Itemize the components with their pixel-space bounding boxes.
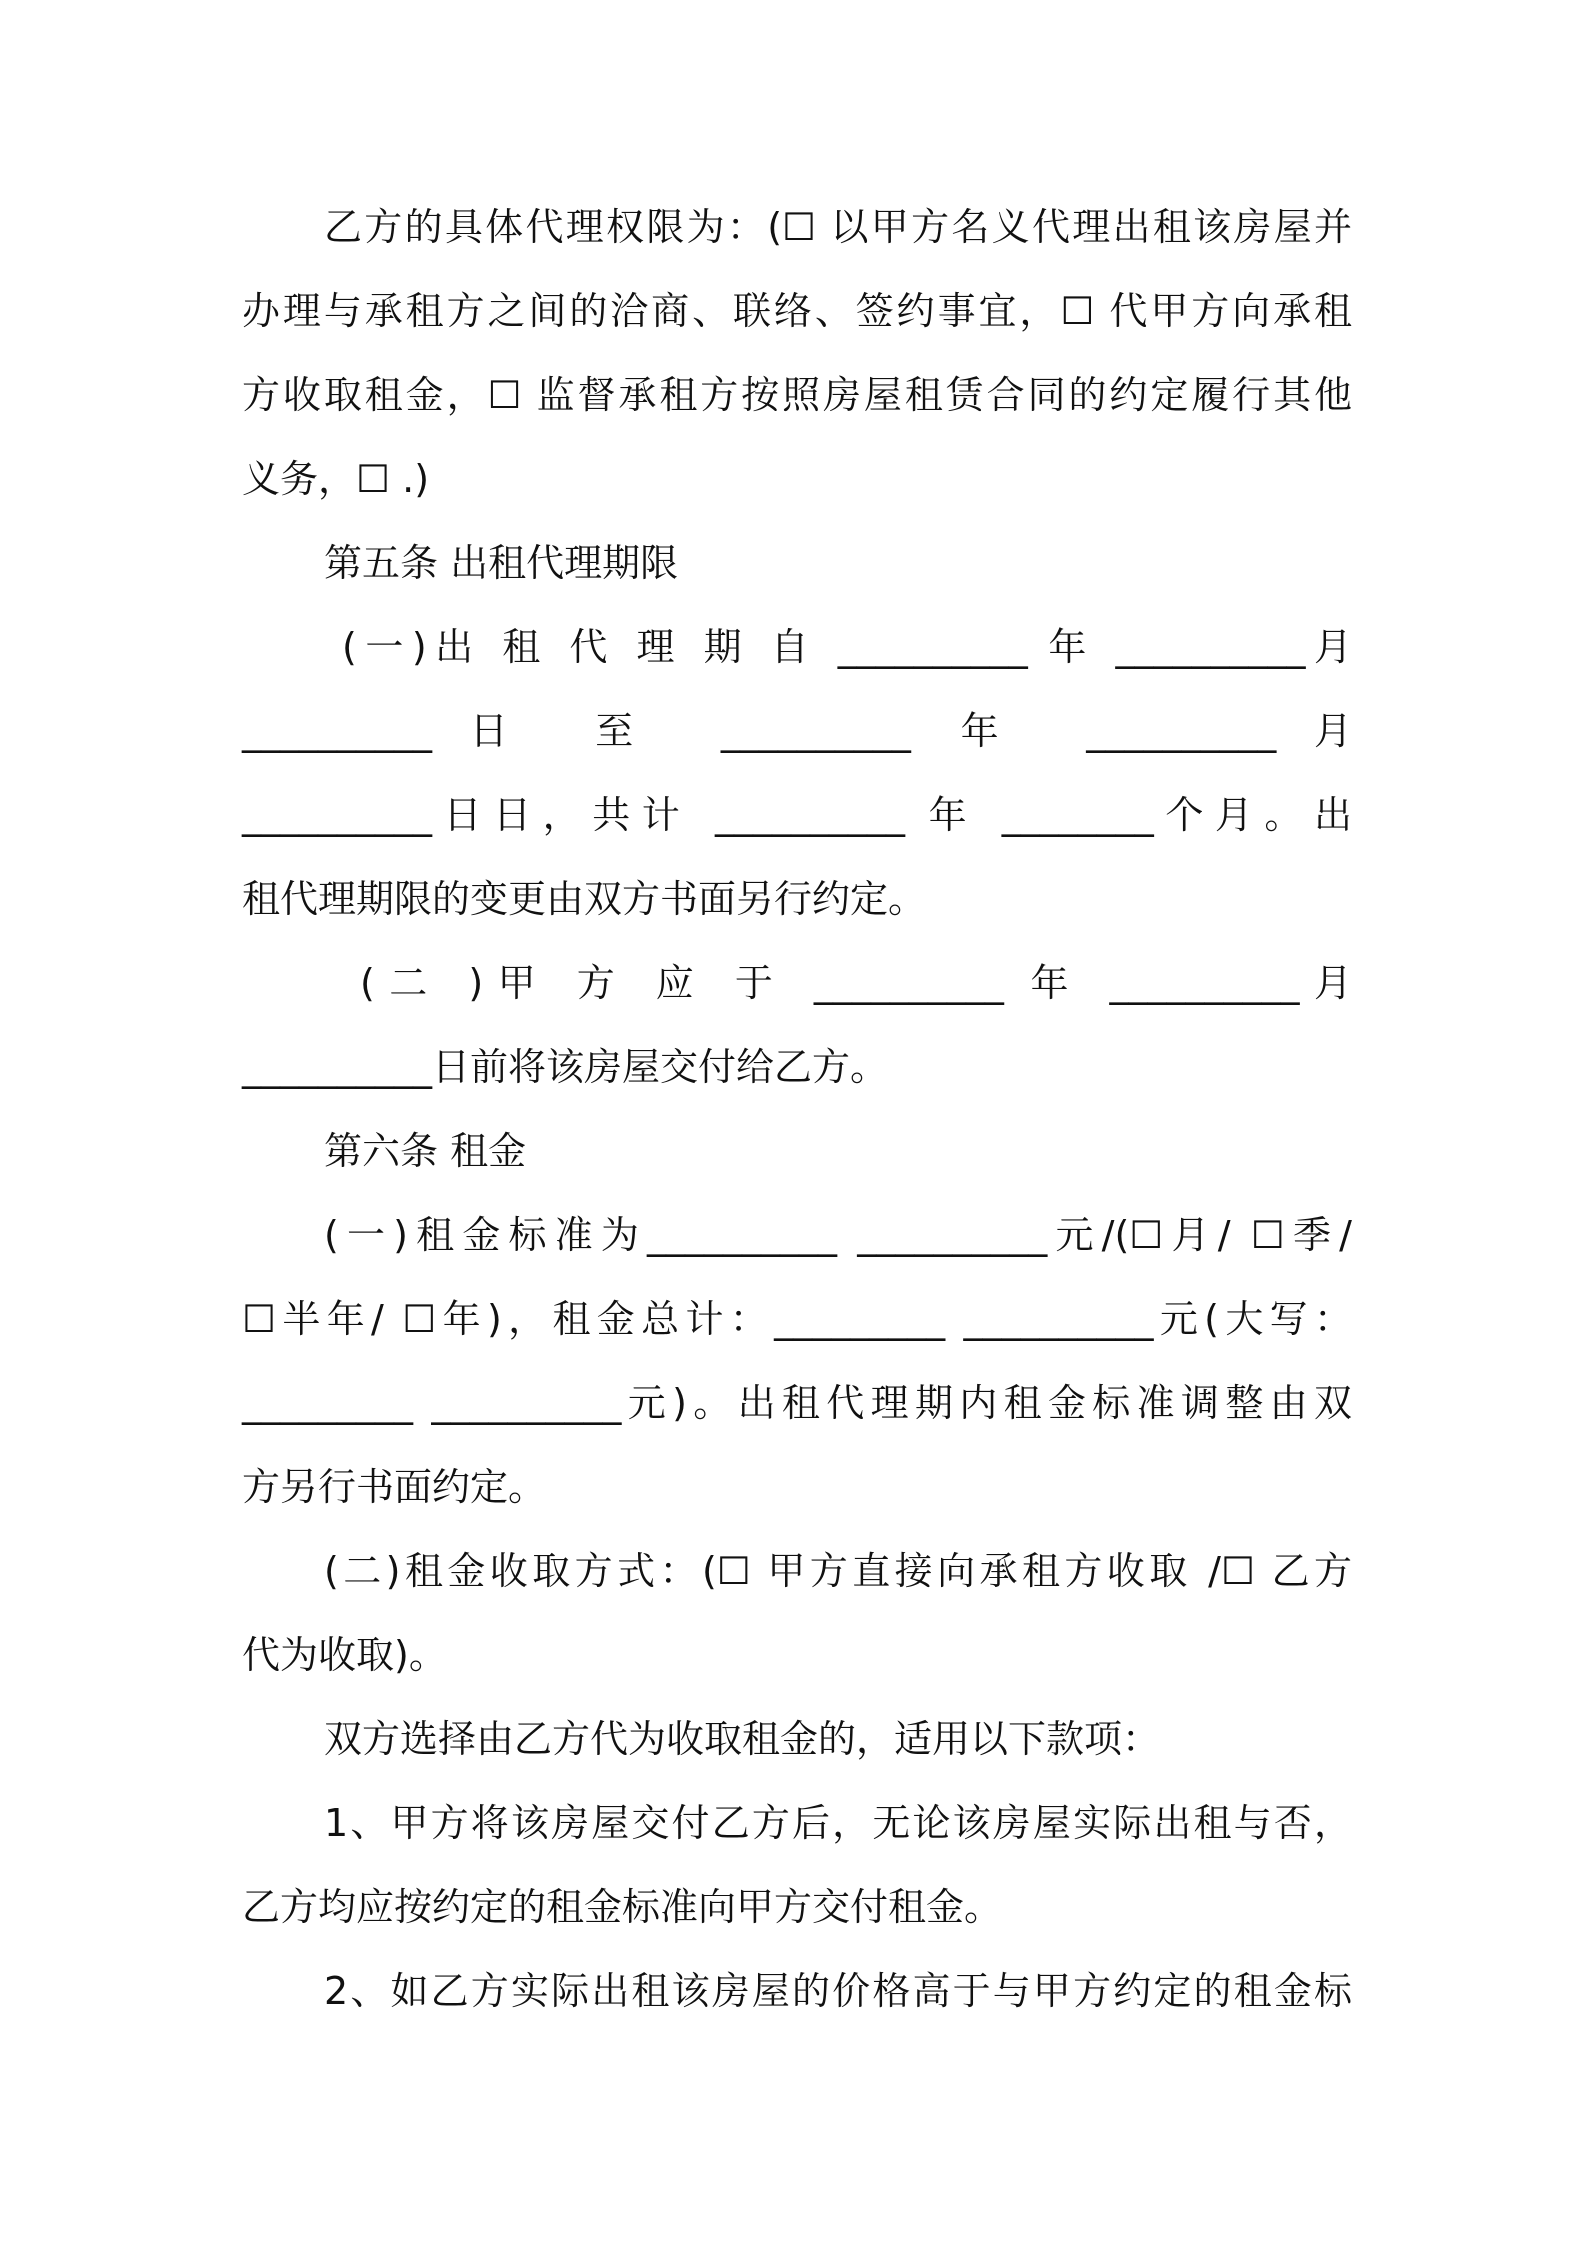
article-5-item-1-line-3: __________日日，共计 __________ 年 ________个月。出: [242, 793, 1352, 837]
clause-4-authority-line-3: 方收取租金，☐ 监督承租方按照房屋租赁合同的约定履行其他: [242, 373, 1352, 417]
article-5-item-1-line-4: 租代理期限的变更由双方书面另行约定。: [242, 877, 927, 921]
article-6-heading: 第六条 租金: [324, 1129, 527, 1173]
article-6-item-1-line-4: 方另行书面约定。: [242, 1465, 547, 1509]
article-5-item-2-line-1: (二 )甲 方 应 于 __________ 年 __________月: [360, 961, 1352, 1005]
article-5-item-2-line-2: __________日前将该房屋交付给乙方。: [242, 1045, 889, 1089]
article-5-item-1-line-1: (一)出 租 代 理 期 自 __________ 年 __________月: [342, 625, 1352, 669]
article-6-item-1-line-1: (一)租金标准为__________ __________元/(☐月/ ☐季/: [324, 1213, 1352, 1257]
article-6-item-1-line-2: ☐半年/ ☐年)，租金总计：_________ __________元(大写：: [242, 1297, 1352, 1341]
clause-4-authority-line-4: 义务，☐ .): [242, 457, 430, 501]
article-6-term-1-line-1: 1、甲方将该房屋交付乙方后，无论该房屋实际出租与否，: [324, 1801, 1352, 1845]
clause-4-authority-line-1: 乙方的具体代理权限为：(☐ 以甲方名义代理出租该房屋并: [324, 205, 1352, 249]
article-6-item-1-line-3: _________ __________元)。出租代理期内租金标准调整由双: [242, 1381, 1352, 1425]
article-6-collection-intro: 双方选择由乙方代为收取租金的，适用以下款项：: [324, 1717, 1161, 1761]
article-5-heading: 第五条 出租代理期限: [324, 541, 679, 585]
article-6-term-2-line-1: 2、如乙方实际出租该房屋的价格高于与甲方约定的租金标: [324, 1969, 1352, 2013]
article-6-item-2-line-2: 代为收取)。: [242, 1633, 447, 1677]
article-6-term-1-line-2: 乙方均应按约定的租金标准向甲方交付租金。: [242, 1885, 1003, 1929]
article-6-item-2-line-1: (二)租金收取方式：(☐ 甲方直接向承租方收取 /☐ 乙方: [324, 1549, 1352, 1593]
clause-4-authority-line-2: 办理与承租方之间的洽商、联络、签约事宜，☐ 代甲方向承租: [242, 289, 1352, 333]
article-5-item-1-line-2: __________日 至 __________ 年 __________月: [242, 709, 1352, 753]
